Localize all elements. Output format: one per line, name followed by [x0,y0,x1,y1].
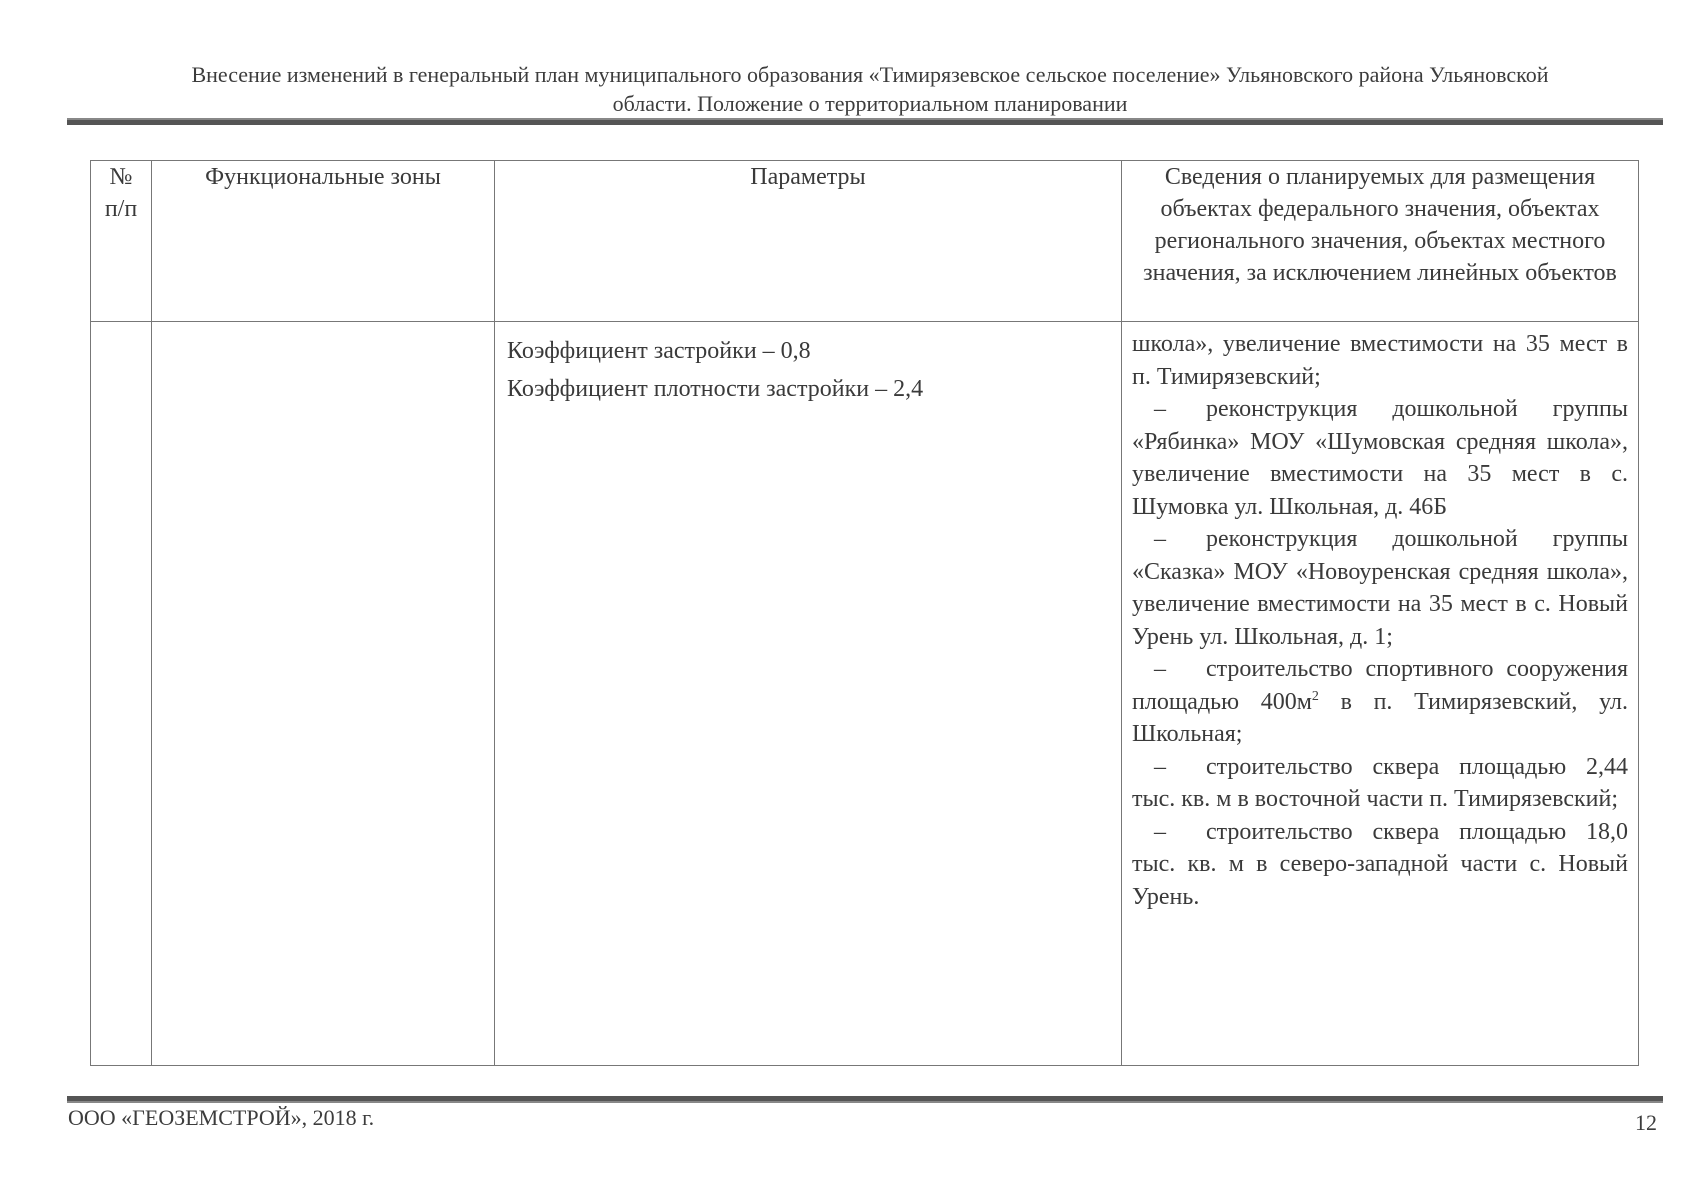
cell-info [1122,322,1639,1066]
dash-marker: – [1154,526,1166,552]
info-item: – строительство сквера площадью 18,0 тыс. кв. м в северо-западной части с. Новый Урень. [1132,816,1628,914]
table-row [91,322,1639,1066]
document-header [100,60,1640,118]
cell-params [495,322,1122,1066]
header-line-2: области. Положение о территориальном планировании [612,91,1128,116]
info-item: – реконструкция дошкольной группы «Рябинка» МОУ «Шумовская средняя школа», увеличение вместимости на 35 мест в с. Шумовка ул. Школьная, д. 46Б [1132,393,1628,523]
column-header-zones: Функциональные зоны [152,161,495,322]
param-density-coefficient: Коэффициент плотности застройки – 2,4 [507,376,924,402]
page-number: 12 [1635,1110,1657,1135]
dash-marker: – [1154,818,1166,845]
info-item: – строительство сквера площадью 2,44 тыс. кв. м в восточной части п. Тимирязевский; [1132,751,1628,816]
footer-company: ООО «ГЕОЗЕМСТРОЙ», 2018 г. [68,1105,375,1130]
dash-marker: – [1154,656,1166,682]
superscript-2: 2 [1311,688,1319,704]
column-header-params: Параметры [495,161,1122,322]
planning-table [90,160,1639,1066]
param-building-coefficient: Коэффициент застройки – 0,8 [507,338,811,364]
cell-number [91,322,152,1066]
footer-rule [67,1096,1663,1103]
dash-marker: – [1154,396,1166,422]
header-line-1: Внесение изменений в генеральный план муниципального образования «Тимирязевское сельское поселение» Ульяновского района Ульяновской [191,62,1549,87]
column-header-info: Сведения о планируемых для размещения объектах федерального значения, объектах регионального значения, объектах местного значения, за исключением линейных объектов [1122,161,1639,322]
cell-zones [152,322,495,1066]
header-rule [67,118,1663,125]
dash-marker: – [1154,753,1166,780]
info-item: – реконструкция дошкольной группы «Сказка» МОУ «Новоуренская средняя школа», увеличение вместимости на 35 мест в с. Новый Урень ул. Школьная, д. 1; [1132,523,1628,653]
table-header-row [91,161,1639,322]
info-item: – строительство спортивного сооружения площадью $400м^2$ в п. Тимирязевский, ул. Школьная; [1132,653,1628,751]
column-header-number: № п/п [91,161,152,322]
info-lead-text: школа», увеличение вместимости на 35 мест в п. Тимирязевский; [1132,331,1628,390]
